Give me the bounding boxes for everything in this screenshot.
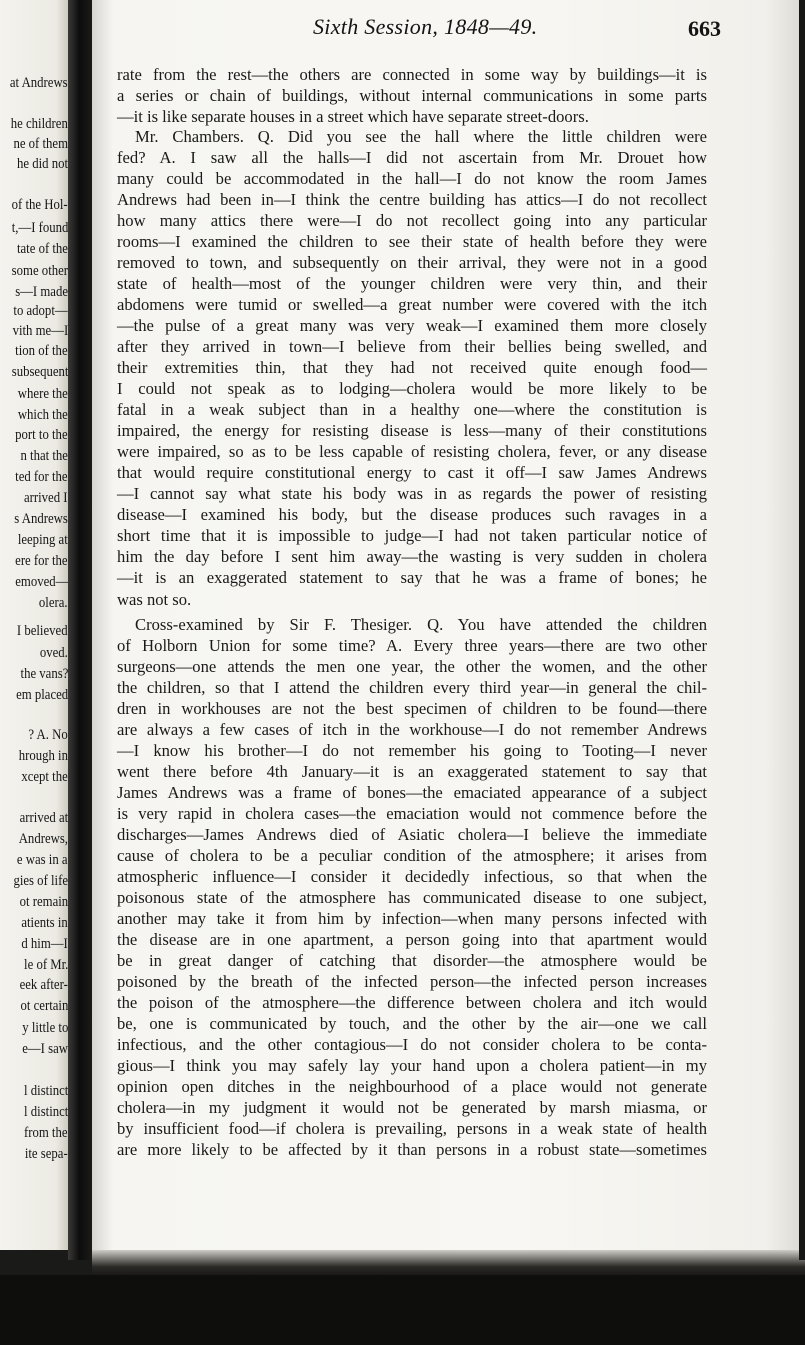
adjacent-page-line: to adopt— [13,303,68,319]
adjacent-page-line: eek after- [19,977,68,993]
adjacent-page-line: he children [10,116,68,132]
body-line: —I know his brother—I do not remember his going to Tooting—I never [117,741,707,760]
adjacent-page-line: I believed [17,623,68,639]
adjacent-page-line: ? A. No [28,727,68,743]
body-line: another may take it from him by infection—when many persons infected with [117,909,707,928]
body-line: a series or chain of buildings, without internal communications in some parts [117,86,707,105]
book-gutter [68,0,94,1260]
body-line: short time that it is impossible to judge—I had not taken particular notice of [117,526,707,545]
body-line: cause of cholera to be a peculiar condition of the atmosphere; it arises from [117,846,707,865]
body-line: cholera—in my judgment it would not be generated by marsh miasma, or [117,1098,707,1117]
adjacent-page-line: the vans? [20,666,68,682]
body-line: surgeons—one attends the men one year, the other the women, and the other [117,657,707,676]
adjacent-page-line: e—I saw [22,1041,68,1057]
body-line: poisonous state of the atmosphere has communicated disease to one subject, [117,888,707,907]
body-line: rooms—I examined the children to see their state of health before they were [117,232,707,251]
page-number: 663 [688,16,721,41]
body-line: discharges—James Andrews died of Asiatic cholera—I believe the immediate [117,825,707,844]
body-line: gious—I think you may safely lay your hand upon a cholera patient—in my [117,1056,707,1075]
adjacent-page-line: at Andrews [10,75,68,91]
adjacent-page-line: where the [18,386,68,402]
body-line: James Andrews was a frame of bones—the emaciated appearance of a subject [117,783,707,802]
body-line: was not so. [117,590,192,609]
adjacent-page-line: l distinct [23,1083,68,1099]
body-line: removed to town, and subsequently on their arrival, they were not in a good [117,253,707,272]
body-line: how many attics there were—I do not recollect going into any particular [117,211,707,230]
adjacent-page-line: tion of the [15,343,68,359]
body-line: be, one is communicated by touch, and the other by the air—one we call [117,1014,707,1033]
body-line: by insufficient food—if cholera is prevailing, persons in a weak state of health [117,1119,707,1138]
body-line: went there before 4th January—it is an exaggerated statement to say that [117,762,707,781]
body-line: opinion open ditches in the neighbourhood of a place would not generate [117,1077,707,1096]
adjacent-page-line: e was in a [17,852,68,868]
body-line: their extremities thin, that they had not received quite enough food— [117,358,707,377]
adjacent-page-line: subsequent [11,364,68,380]
adjacent-page-line: y little to [21,1020,68,1036]
adjacent-page-line: ere for the [15,553,68,569]
adjacent-page-line: s—I made [15,284,68,300]
body-line: impaired, the energy for resisting disease is less—many of their constitutions [117,421,707,440]
adjacent-page-line: port to the [15,427,68,443]
scan-bottom-border [0,1275,805,1345]
body-line: that would require constitutional energy to cast it off—I saw James Andrews [117,463,707,482]
adjacent-page-fragment [0,0,70,1250]
adjacent-page-line: oved. [40,645,68,661]
adjacent-page-line: l distinct [23,1104,68,1120]
body-line: dren in workhouses are not the best specimen of children to be found—there [117,699,707,718]
adjacent-page-line: emoved— [14,574,68,590]
adjacent-page-line: s Andrews [14,511,68,527]
body-line: —the pulse of a great many was very weak—I examined them more closely [117,316,707,335]
body-line: —it is an exaggerated statement to say that he was a frame of bones; he [117,568,707,587]
adjacent-page-line: em placed [15,687,68,703]
body-line: him the day before I sent him away—the wasting is very sudden in cholera [117,547,707,566]
page-bottom-shadow [92,1250,805,1278]
body-line: I could not speak as to lodging—cholera would be more likely to be [117,379,707,398]
adjacent-page-line: vith me—I [12,323,68,339]
body-line: are more likely to be affected by it than persons in a robust state—sometimes [117,1140,707,1159]
adjacent-page-line: ot certain [20,998,68,1014]
adjacent-page-line: Andrews, [18,831,68,847]
body-line: Mr. Chambers. Q. Did you see the hall where the little children were [135,127,707,146]
adjacent-page-line: leeping at [18,532,68,548]
body-line: be in great danger of catching that disorder—the atmosphere would be [117,951,707,970]
adjacent-page-line: which the [18,407,68,423]
body-line: —it is like separate houses in a street which have separate street-doors. [117,107,589,126]
body-line: of Holborn Union for some time? A. Every three years—there are two other [117,636,707,655]
adjacent-page-line: d him—I [21,936,68,952]
adjacent-page-line: ted for the [15,469,68,485]
adjacent-page-line: arrived I [24,490,68,506]
running-header: Sixth Session, 1848—49. [313,14,538,39]
adjacent-page-line: some other [11,263,68,279]
body-line: were impaired, so as to be less capable of resisting cholera, fever, or any disease [117,442,707,461]
body-line: state of health—most of the younger children were very thin, and their [117,274,707,293]
body-line: Andrews had been in—I think the centre building has attics—I do not recollect [117,190,707,209]
body-line: the children, so that I attend the children every third year—in general the chil- [117,678,707,697]
body-line: atmospheric influence—I consider it decidedly infectious, so that when the [117,867,707,886]
adjacent-page-line: arrived at [19,810,68,826]
body-line: is very rapid in cholera cases—the emaciation would not commence before the [117,804,707,823]
adjacent-page-line: tate of the [16,241,68,257]
body-line: the poison of the atmosphere—the difference between cholera and itch would [117,993,707,1012]
adjacent-page-line: from the [24,1125,68,1141]
body-line: Cross-examined by Sir F. Thesiger. Q. You have attended the children [135,615,707,634]
adjacent-page-line: olera. [39,595,68,611]
body-line: abdomens were tumid or swelled—a great number were covered with the itch [117,295,707,314]
body-line: are always a few cases of itch in the workhouse—I do not remember Andrews [117,720,707,739]
adjacent-page-line: atients in [21,915,68,931]
body-line: infectious, and the other contagious—I do not consider cholera to be conta- [117,1035,707,1054]
scan-right-border [799,0,805,1260]
adjacent-page-line: of the Hol- [12,197,68,213]
body-line: fatal in a weak subject than in a healthy one—where the constitution is [117,400,707,419]
body-line: disease—I examined his body, but the disease produces such ravages in a [117,505,707,524]
adjacent-page-line: ite sepa- [25,1146,68,1162]
adjacent-page-line: ne of them [13,136,68,152]
adjacent-page-line: le of Mr. [23,957,68,973]
body-line: fed? A. I saw all the halls—I did not ascertain from Mr. Drouet how [117,148,707,167]
adjacent-page-line: n that the [20,448,68,464]
adjacent-page-line: xcept the [21,769,68,785]
body-line: many could be accommodated in the hall—I do not know the room James [117,169,707,188]
adjacent-page-line: he did not [16,156,68,172]
adjacent-page-line: t,—I found [11,220,68,236]
body-line: poisoned by the breath of the infected person—the infected person increases [117,972,707,991]
adjacent-page-line: hrough in [18,748,68,764]
body-line: after they arrived in town—I believe from their bellies being swelled, and [117,337,707,356]
body-line: the disease are in one apartment, a person going into that apartment would [117,930,707,949]
adjacent-page-line: ot remain [19,894,68,910]
body-line: rate from the rest—the others are connected in some way by buildings—it is [117,65,707,84]
adjacent-page-line: gies of life [13,873,68,889]
body-line: —I cannot say what state his body was in as regards the power of resisting [117,484,707,503]
